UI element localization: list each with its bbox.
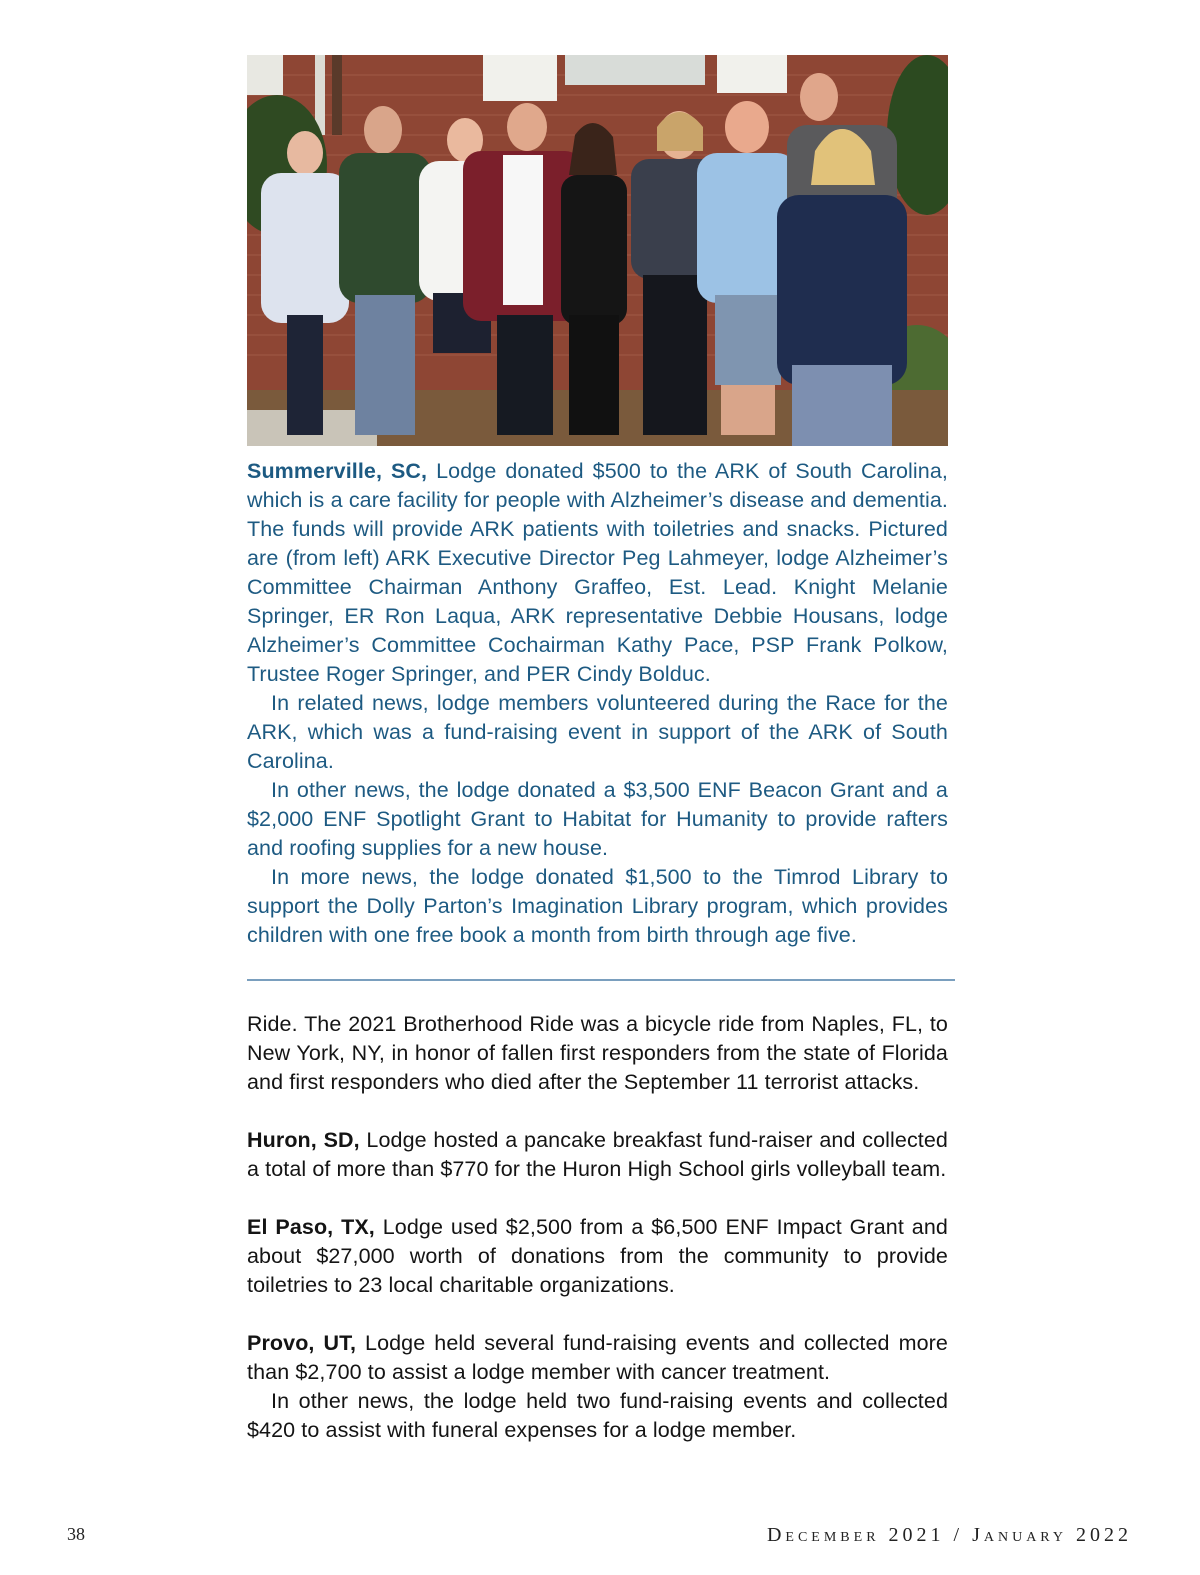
group-photo-illustration [247, 55, 948, 446]
huron-paragraph [247, 1126, 948, 1184]
elpaso-paragraph [247, 1213, 948, 1300]
summerville-paragraph-4: In more news, the lodge donated $1,500 to the Timrod Library to support the Dolly Parton’s Imagination Library program, which provides children with one free book a month from birth through age five. [247, 865, 948, 947]
huron-text: Lodge hosted a pancake breakfast fund-raiser and collected a total of more than $770 for the Huron High School girls volleyball team. [247, 1128, 948, 1181]
provo-text: Lodge held several fund-raising events and collected more than $2,700 to assist a lodge member with cancer treatment. [247, 1331, 948, 1384]
elpaso-place: El Paso, TX, [247, 1215, 375, 1239]
group-photo [247, 55, 948, 446]
summerville-article [247, 457, 948, 950]
summerville-paragraph-3: In other news, the lodge donated a $3,500 ENF Beacon Grant and a $2,000 ENF Spotlight Grant to Habitat for Humanity to provide rafters and roofing supplies for a new house. [247, 778, 948, 860]
news-column [247, 1010, 948, 1445]
summerville-paragraph-1 [247, 457, 948, 689]
page-number: 38 [67, 1524, 85, 1544]
provo-paragraph [247, 1329, 948, 1387]
summerville-text: Lodge donated $500 to the ARK of South Carolina, which is a care facility for people with Alzheimer’s disease and dementia. The funds will provide ARK patients with toiletries and snacks. Pictured are (from left) ARK Executive Director Peg Lahmeyer, lodge Alzheimer’s Committee Chairman Anthony Graffeo, Est. Lead. Knight Melanie Springer, ER Ron Laqua, ARK representative Debbie Housans, lodge Alzheimer’s Committee Cochairman Kathy Pace, PSP Frank Polkow, Trustee Roger Springer, and PER Cindy Bolduc. [247, 459, 948, 686]
section-divider [247, 979, 955, 981]
provo-place: Provo, UT, [247, 1331, 357, 1355]
summerville-paragraph-2: In related news, lodge members volunteered during the Race for the ARK, which was a fund-raising event in support of the ARK of South Carolina. [247, 691, 948, 773]
provo-paragraph-2: In other news, the lodge held two fund-raising events and collected $420 to assist with funeral expenses for a lodge member. [247, 1389, 948, 1442]
summerville-place: Summerville, SC, [247, 459, 428, 483]
ride-paragraph: Ride. The 2021 Brotherhood Ride was a bicycle ride from Naples, FL, to New York, NY, in honor of fallen first responders from the state of Florida and first responders who died after the September 11 terrorist attacks. [247, 1012, 948, 1094]
issue-date: December 2021 / January 2022 [766, 1524, 1132, 1546]
huron-place: Huron, SD, [247, 1128, 360, 1152]
elpaso-text: Lodge used $2,500 from a $6,500 ENF Impact Grant and about $27,000 worth of donations from the community to provide toiletries to 23 local charitable organizations. [247, 1215, 948, 1297]
